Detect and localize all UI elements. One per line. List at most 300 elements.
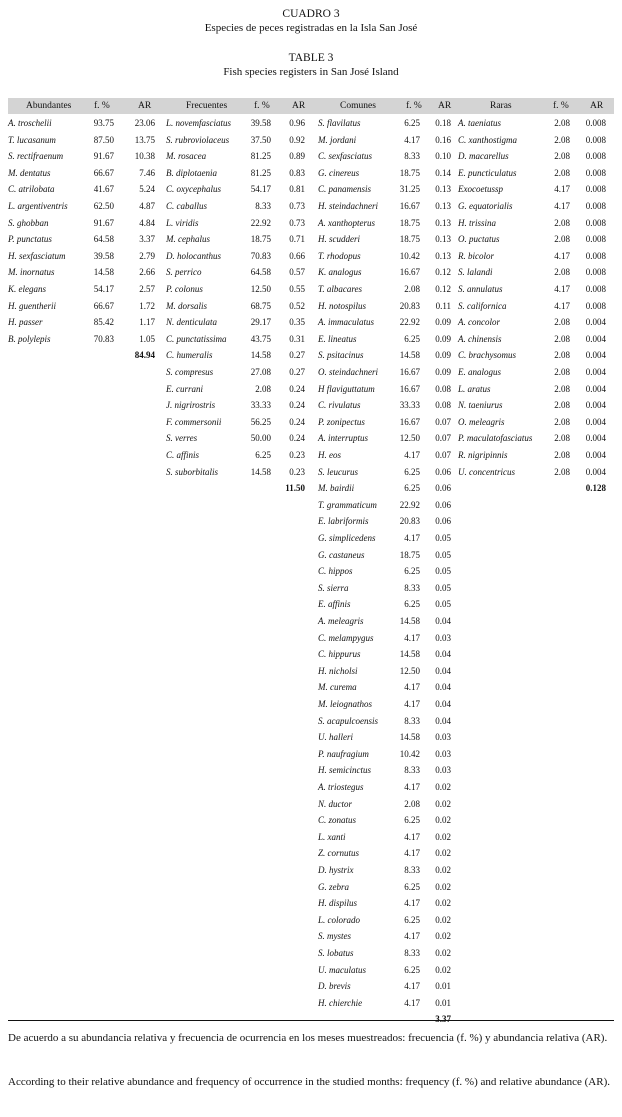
- caption-es-title: Especies de peces registradas en la Isla San José: [204, 22, 418, 34]
- abundantes-relative-abundance: 7.46: [139, 167, 155, 178]
- header-comunes: Comunes: [340, 101, 376, 111]
- frecuentes-species-name: C. affinis: [166, 450, 200, 460]
- abundantes-species-name: T. lucasanum: [8, 134, 56, 145]
- comunes-relative-abundance: 0.13: [435, 234, 451, 245]
- raras-relative-abundance: 0.004: [585, 350, 606, 361]
- frecuentes-frequency: 12.50: [250, 284, 271, 294]
- frecuentes-frequency: 70.83: [250, 250, 271, 261]
- comunes-relative-abundance: 0.03: [435, 748, 451, 759]
- comunes-species-name: A. xanthopterus: [318, 217, 375, 228]
- comunes-relative-abundance: 0.08: [435, 383, 451, 394]
- raras-frequency: 4.17: [554, 201, 570, 211]
- comunes-frequency: 4.17: [404, 997, 420, 1008]
- comunes-species-name: L. xanti: [318, 831, 346, 842]
- comunes-frequency: 18.75: [399, 549, 420, 560]
- note-es: De acuerdo a su abundancia relativa y frecuencia de ocurrencia en los meses muestreados: frecuencia (f. %) y abundancia relativa (AR).: [8, 1032, 608, 1044]
- comunes-frequency: 8.33: [404, 151, 420, 162]
- raras-species-name: U. concentricus: [458, 466, 515, 477]
- comunes-relative-abundance: 0.16: [435, 134, 451, 145]
- comunes-frequency: 4.17: [404, 632, 420, 643]
- frecuentes-species-name: S. rubroviolaceus: [166, 134, 230, 145]
- comunes-frequency: 14.58: [399, 350, 420, 361]
- comunes-frequency: 16.67: [399, 267, 420, 278]
- comunes-relative-abundance: 0.18: [435, 118, 451, 128]
- raras-species-name: D. macarellus: [458, 151, 509, 162]
- comunes-frequency: 10.42: [399, 748, 420, 759]
- comunes-relative-abundance: 0.05: [435, 582, 451, 593]
- frecuentes-species-name: C. caballus: [166, 201, 208, 211]
- comunes-frequency: 2.08: [404, 284, 420, 294]
- raras-relative-abundance: 0.008: [585, 151, 606, 162]
- raras-species-name: A. chinensis: [458, 333, 502, 344]
- comunes-relative-abundance: 0.02: [435, 865, 451, 875]
- frecuentes-species-name: S. perrico: [166, 267, 202, 278]
- comunes-relative-abundance: 0.02: [435, 815, 451, 826]
- comunes-species-name: H. semicinctus: [318, 765, 371, 776]
- comunes-frequency: 2.08: [404, 798, 420, 809]
- comunes-frequency: 31.25: [399, 184, 420, 195]
- frecuentes-frequency: 14.58: [250, 350, 271, 361]
- comunes-frequency: 6.25: [404, 466, 420, 477]
- comunes-frequency: 33.33: [399, 400, 420, 411]
- abundantes-species-name: B. polylepis: [8, 333, 51, 344]
- frecuentes-relative-abundance: 0.71: [289, 234, 305, 245]
- comunes-frequency: 4.17: [404, 134, 420, 145]
- comunes-frequency: 22.92: [399, 317, 420, 328]
- raras-relative-abundance: 0.008: [585, 201, 606, 211]
- frecuentes-species-name: E. currani: [166, 383, 203, 394]
- comunes-frequency: 20.83: [399, 300, 420, 311]
- comunes-relative-abundance: 0.09: [435, 333, 451, 344]
- comunes-species-name: U. maculatus: [318, 964, 366, 975]
- comunes-frequency: 8.33: [404, 582, 420, 593]
- abundantes-relative-abundance: 3.37: [139, 234, 155, 245]
- frecuentes-relative-abundance: 0.73: [289, 201, 305, 211]
- frecuentes-species-name: M. dorsalis: [166, 300, 208, 311]
- raras-species-name: S. californica: [458, 300, 507, 311]
- comunes-frequency: 8.33: [404, 715, 420, 726]
- frecuentes-relative-abundance: 0.23: [289, 450, 305, 460]
- comunes-species-name: H. scudderi: [318, 234, 360, 245]
- comunes-relative-abundance: 0.07: [435, 450, 451, 460]
- comunes-species-name: M. curema: [318, 682, 357, 693]
- comunes-relative-abundance: 0.05: [435, 549, 451, 560]
- comunes-relative-abundance: 0.02: [435, 881, 451, 892]
- frecuentes-relative-abundance: 0.24: [289, 400, 305, 411]
- frecuentes-relative-abundance: 0.31: [289, 333, 305, 344]
- frecuentes-relative-abundance: 0.66: [289, 250, 305, 261]
- comunes-species-name: A. triostegus: [318, 782, 364, 792]
- comunes-species-name: C. zonatus: [318, 815, 357, 826]
- comunes-species-name: G. castaneus: [318, 549, 365, 560]
- abundantes-relative-abundance: 2.66: [139, 267, 155, 278]
- comunes-species-name: M. bairdii: [318, 483, 355, 494]
- frecuentes-relative-abundance: 0.89: [289, 151, 305, 162]
- frecuentes-frequency: 14.58: [250, 466, 271, 477]
- comunes-species-name: S. acapulcoensis: [318, 715, 378, 726]
- comunes-frequency: 16.67: [399, 201, 420, 211]
- raras-species-name: A. taeniatus: [458, 118, 501, 128]
- comunes-relative-abundance: 0.04: [435, 649, 451, 660]
- comunes-frequency: 4.17: [404, 782, 420, 792]
- comunes-frequency: 10.42: [399, 250, 420, 261]
- comunes-relative-abundance: 0.01: [435, 997, 451, 1008]
- comunes-relative-abundance: 0.04: [435, 699, 451, 709]
- header-raras-ar: AR: [590, 101, 604, 111]
- header-abundantes-ar: AR: [138, 101, 152, 111]
- comunes-frequency: 6.25: [404, 815, 420, 826]
- comunes-relative-abundance: 0.02: [435, 948, 451, 958]
- abundantes-relative-abundance: 2.79: [139, 250, 155, 261]
- comunes-species-name: S. lobatus: [318, 948, 354, 958]
- raras-species-name: R. bicolor: [458, 250, 494, 261]
- comunes-frequency: 6.25: [404, 566, 420, 577]
- comunes-species-name: S. psitacinus: [318, 350, 364, 361]
- comunes-relative-abundance: 0.05: [435, 533, 451, 543]
- raras-relative-abundance: 0.004: [585, 450, 606, 460]
- comunes-species-name: A. immaculatus: [318, 317, 374, 328]
- frecuentes-species-name: N. denticulata: [166, 317, 217, 328]
- frecuentes-frequency: 33.33: [250, 400, 271, 411]
- comunes-relative-abundance: 0.04: [435, 715, 451, 726]
- comunes-frequency: 16.67: [399, 383, 420, 394]
- comunes-relative-abundance: 0.09: [435, 317, 451, 328]
- raras-relative-abundance: 0.004: [585, 433, 606, 444]
- comunes-frequency: 4.17: [404, 931, 420, 942]
- raras-relative-abundance: 0.004: [585, 383, 606, 394]
- raras-relative-abundance: 0.004: [585, 317, 606, 328]
- abundantes-relative-abundance: 4.84: [139, 217, 155, 228]
- raras-frequency: 2.08: [554, 450, 570, 460]
- comunes-species-name: P. zonipectus: [318, 416, 365, 427]
- comunes-species-name: E. labriformis: [318, 516, 369, 527]
- frecuentes-relative-abundance: 0.24: [289, 416, 305, 427]
- abundantes-frequency: 64.58: [93, 234, 114, 245]
- frecuentes-frequency: 18.75: [250, 234, 271, 245]
- raras-species-name: A. concolor: [458, 317, 500, 328]
- raras-relative-abundance: 0.008: [585, 284, 606, 294]
- raras-species-name: E. analogus: [458, 367, 502, 377]
- comunes-relative-abundance: 0.02: [435, 831, 451, 842]
- table-bottom-rule: [8, 1020, 614, 1021]
- raras-frequency: 2.08: [554, 151, 570, 162]
- raras-species-name: E. puncticulatus: [458, 167, 517, 178]
- comunes-frequency: 4.17: [404, 699, 420, 709]
- comunes-frequency: 4.17: [404, 898, 420, 909]
- frecuentes-relative-abundance: 0.57: [289, 267, 305, 278]
- comunes-frequency: 8.33: [404, 865, 420, 875]
- raras-species-name: C. xanthostigma: [458, 134, 518, 145]
- abundantes-species-name: H. sexfasciatum: [8, 250, 66, 261]
- comunes-species-name: G. cinereus: [318, 167, 360, 178]
- comunes-relative-abundance: 0.13: [435, 250, 451, 261]
- raras-frequency: 2.08: [554, 317, 570, 328]
- raras-frequency: 2.08: [554, 134, 570, 145]
- comunes-species-name: D. brevis: [318, 981, 351, 992]
- frecuentes-frequency: 81.25: [250, 151, 271, 162]
- raras-relative-abundance: 0.008: [585, 217, 606, 228]
- frecuentes-relative-abundance: 0.96: [289, 118, 305, 128]
- raras-frequency: 2.08: [554, 167, 570, 178]
- comunes-relative-abundance: 0.05: [435, 566, 451, 577]
- raras-relative-abundance: 0.008: [585, 234, 606, 245]
- raras-total: 0.128: [585, 483, 606, 494]
- comunes-frequency: 6.25: [404, 118, 420, 128]
- raras-relative-abundance: 0.008: [585, 300, 606, 311]
- comunes-frequency: 16.67: [399, 367, 420, 377]
- frecuentes-relative-abundance: 0.73: [289, 217, 305, 228]
- frecuentes-frequency: 64.58: [250, 267, 271, 278]
- comunes-species-name: H. chierchie: [318, 997, 363, 1008]
- frecuentes-frequency: 50.00: [250, 433, 271, 444]
- comunes-relative-abundance: 0.06: [435, 466, 451, 477]
- raras-species-name: Exocoetussp: [458, 184, 503, 195]
- comunes-species-name: P. naufragium: [318, 748, 369, 759]
- raras-relative-abundance: 0.008: [585, 167, 606, 178]
- comunes-frequency: 6.25: [404, 599, 420, 610]
- comunes-frequency: 14.58: [399, 616, 420, 626]
- comunes-species-name: U. halleri: [318, 732, 353, 743]
- comunes-species-name: T. rhodopus: [318, 250, 361, 261]
- abundantes-frequency: 93.75: [93, 118, 114, 128]
- frecuentes-frequency: 6.25: [255, 450, 271, 460]
- comunes-species-name: H. nicholsi: [318, 665, 358, 676]
- comunes-species-name: C. hippurus: [318, 649, 361, 660]
- raras-species-name: L. aratus: [458, 383, 491, 394]
- comunes-relative-abundance: 0.09: [435, 367, 451, 377]
- abundantes-frequency: 85.42: [93, 317, 114, 328]
- raras-frequency: 2.08: [554, 267, 570, 278]
- frecuentes-frequency: 68.75: [250, 300, 271, 311]
- comunes-frequency: 18.75: [399, 234, 420, 245]
- raras-species-name: N. taeniurus: [458, 400, 503, 411]
- abundantes-frequency: 14.58: [93, 267, 114, 278]
- raras-frequency: 2.08: [554, 350, 570, 361]
- raras-species-name: H. trissina: [458, 217, 497, 228]
- comunes-relative-abundance: 0.01: [435, 981, 451, 992]
- comunes-frequency: 4.17: [404, 981, 420, 992]
- comunes-frequency: 6.25: [404, 333, 420, 344]
- comunes-relative-abundance: 0.09: [435, 350, 451, 361]
- abundantes-species-name: H. guentherii: [8, 300, 56, 311]
- comunes-relative-abundance: 0.08: [435, 400, 451, 411]
- frecuentes-relative-abundance: 0.35: [289, 317, 305, 328]
- raras-relative-abundance: 0.004: [585, 400, 606, 411]
- comunes-relative-abundance: 0.02: [435, 898, 451, 909]
- frecuentes-species-name: S. suborbitalis: [166, 466, 219, 477]
- frecuentes-relative-abundance: 0.27: [289, 367, 305, 377]
- abundantes-species-name: K. elegans: [8, 284, 46, 294]
- abundantes-relative-abundance: 23.06: [134, 118, 155, 128]
- raras-species-name: R. nigripinnis: [458, 450, 508, 460]
- comunes-species-name: S. sierra: [318, 582, 349, 593]
- frecuentes-frequency: 39.58: [250, 118, 271, 128]
- comunes-relative-abundance: 0.07: [435, 416, 451, 427]
- abundantes-total: 84.94: [134, 350, 155, 361]
- frecuentes-frequency: 81.25: [250, 167, 271, 178]
- comunes-species-name: K. analogus: [318, 267, 362, 278]
- comunes-frequency: 6.25: [404, 483, 420, 494]
- abundantes-frequency: 87.50: [93, 134, 114, 145]
- comunes-frequency: 18.75: [399, 217, 420, 228]
- abundantes-species-name: S. ghobban: [8, 217, 49, 228]
- comunes-frequency: 14.58: [399, 649, 420, 660]
- comunes-species-name: S. mystes: [318, 931, 351, 942]
- raras-relative-abundance: 0.004: [585, 367, 606, 377]
- comunes-species-name: C. panamensis: [318, 184, 372, 195]
- frecuentes-frequency: 54.17: [250, 184, 271, 195]
- comunes-frequency: 4.17: [404, 682, 420, 693]
- frecuentes-species-name: C. oxycephalus: [166, 184, 221, 195]
- comunes-species-name: H flaviguttatum: [318, 383, 375, 394]
- abundantes-relative-abundance: 1.17: [139, 317, 155, 328]
- comunes-species-name: H. notospilus: [318, 300, 367, 311]
- frecuentes-species-name: L. viridis: [166, 217, 199, 228]
- comunes-species-name: D. hystrix: [318, 865, 354, 875]
- header-frecuentes-freq: f. %: [254, 101, 270, 111]
- comunes-frequency: 6.25: [404, 914, 420, 925]
- raras-species-name: C. brachysomus: [458, 350, 516, 361]
- abundantes-species-name: A. troschelii: [8, 118, 52, 128]
- raras-frequency: 2.08: [554, 118, 570, 128]
- comunes-relative-abundance: 0.12: [435, 267, 451, 278]
- frecuentes-frequency: 2.08: [255, 383, 271, 394]
- comunes-relative-abundance: 0.06: [435, 516, 451, 527]
- comunes-relative-abundance: 0.07: [435, 433, 451, 444]
- comunes-species-name: L. colorado: [318, 914, 361, 925]
- comunes-relative-abundance: 0.02: [435, 848, 451, 859]
- raras-frequency: 2.08: [554, 400, 570, 411]
- comunes-species-name: A. interruptus: [318, 433, 369, 444]
- comunes-frequency: 4.17: [404, 533, 420, 543]
- frecuentes-relative-abundance: 0.23: [289, 466, 305, 477]
- abundantes-relative-abundance: 13.75: [134, 134, 155, 145]
- comunes-relative-abundance: 0.03: [435, 732, 451, 743]
- abundantes-frequency: 66.67: [93, 300, 114, 311]
- raras-species-name: O. meleagris: [458, 416, 505, 427]
- header-frecuentes: Frecuentes: [186, 101, 228, 111]
- header-frecuentes-ar: AR: [292, 101, 306, 111]
- frecuentes-frequency: 8.33: [255, 201, 271, 211]
- comunes-species-name: H. eos: [318, 450, 341, 460]
- comunes-species-name: C. sexfasciatus: [318, 151, 372, 162]
- header-abundantes: Abundantes: [26, 101, 72, 111]
- comunes-species-name: H. dispilus: [318, 898, 358, 909]
- abundantes-relative-abundance: 1.05: [139, 333, 155, 344]
- frecuentes-relative-abundance: 0.83: [289, 167, 305, 178]
- raras-relative-abundance: 0.008: [585, 250, 606, 261]
- comunes-species-name: H. steindachneri: [318, 201, 378, 211]
- comunes-frequency: 14.58: [399, 732, 420, 743]
- abundantes-frequency: 91.67: [93, 217, 114, 228]
- raras-relative-abundance: 0.008: [585, 267, 606, 278]
- comunes-frequency: 8.33: [404, 948, 420, 958]
- frecuentes-frequency: 37.50: [250, 134, 271, 145]
- abundantes-frequency: 54.17: [93, 284, 114, 294]
- abundantes-species-name: S. rectifraenum: [8, 151, 64, 162]
- comunes-frequency: 4.17: [404, 848, 420, 859]
- frecuentes-species-name: C. punctatissima: [166, 333, 227, 344]
- frecuentes-relative-abundance: 0.81: [289, 184, 305, 195]
- comunes-species-name: G. zebra: [318, 881, 349, 892]
- abundantes-species-name: L. argentiventris: [8, 201, 68, 211]
- raras-frequency: 4.17: [554, 184, 570, 195]
- abundantes-species-name: P. punctatus: [8, 234, 52, 245]
- raras-frequency: 2.08: [554, 383, 570, 394]
- comunes-relative-abundance: 0.04: [435, 665, 451, 676]
- comunes-frequency: 4.17: [404, 450, 420, 460]
- frecuentes-species-name: D. holocanthus: [166, 250, 221, 261]
- raras-frequency: 2.08: [554, 416, 570, 427]
- abundantes-relative-abundance: 2.57: [139, 284, 155, 294]
- comunes-frequency: 16.67: [399, 416, 420, 427]
- header-comunes-freq: f. %: [406, 101, 422, 111]
- comunes-frequency: 12.50: [399, 665, 420, 676]
- comunes-relative-abundance: 0.03: [435, 632, 451, 643]
- frecuentes-species-name: M. cephalus: [166, 234, 210, 245]
- frecuentes-relative-abundance: 0.27: [289, 350, 305, 361]
- abundantes-frequency: 41.67: [93, 184, 114, 195]
- comunes-relative-abundance: 0.06: [435, 499, 451, 510]
- header-comunes-ar: AR: [438, 101, 452, 111]
- frecuentes-relative-abundance: 0.24: [289, 433, 305, 444]
- comunes-relative-abundance: 0.13: [435, 217, 451, 228]
- raras-species-name: S. lalandi: [458, 267, 493, 278]
- frecuentes-frequency: 22.92: [250, 217, 271, 228]
- comunes-relative-abundance: 0.13: [435, 201, 451, 211]
- note-en: According to their relative abundance and frequency of occurrence in the studied months: frequency (f. %) and relative abundance (AR).: [8, 1076, 610, 1088]
- species-table: [8, 98, 614, 1034]
- raras-frequency: 2.08: [554, 217, 570, 228]
- frecuentes-species-name: F. commersonii: [166, 416, 222, 427]
- comunes-relative-abundance: 0.06: [435, 483, 451, 494]
- raras-relative-abundance: 0.004: [585, 416, 606, 427]
- comunes-relative-abundance: 0.02: [435, 931, 451, 942]
- frecuentes-species-name: L. novemfasciatus: [166, 118, 231, 128]
- abundantes-relative-abundance: 1.72: [139, 300, 155, 311]
- raras-frequency: 2.08: [554, 367, 570, 377]
- comunes-relative-abundance: 0.12: [435, 284, 451, 294]
- comunes-relative-abundance: 0.05: [435, 599, 451, 610]
- raras-frequency: 4.17: [554, 284, 570, 294]
- abundantes-species-name: M. inornatus: [8, 267, 55, 278]
- abundantes-frequency: 62.50: [93, 201, 114, 211]
- comunes-relative-abundance: 0.11: [435, 300, 451, 311]
- comunes-frequency: 18.75: [399, 167, 420, 178]
- comunes-species-name: M. leiognathos: [318, 699, 372, 709]
- frecuentes-frequency: 43.75: [250, 333, 271, 344]
- comunes-species-name: N. ductor: [318, 798, 353, 809]
- abundantes-species-name: C. atrilobata: [8, 184, 55, 195]
- abundantes-species-name: H. passer: [8, 317, 43, 328]
- raras-species-name: S. annulatus: [458, 284, 503, 294]
- table-header-row: [8, 98, 614, 114]
- abundantes-frequency: 91.67: [93, 151, 114, 162]
- comunes-relative-abundance: 0.02: [435, 964, 451, 975]
- abundantes-relative-abundance: 4.87: [139, 201, 155, 211]
- comunes-frequency: 8.33: [404, 765, 420, 776]
- raras-frequency: 2.08: [554, 333, 570, 344]
- comunes-relative-abundance: 0.14: [435, 167, 451, 178]
- comunes-species-name: C. melampygus: [318, 632, 374, 643]
- raras-frequency: 2.08: [554, 433, 570, 444]
- comunes-species-name: M. jordani: [318, 134, 357, 145]
- caption-en-label: TABLE 3: [288, 52, 334, 64]
- frecuentes-relative-abundance: 0.24: [289, 383, 305, 394]
- comunes-relative-abundance: 0.10: [435, 151, 451, 162]
- frecuentes-species-name: B. diplotaenia: [166, 167, 217, 178]
- frecuentes-frequency: 56.25: [250, 416, 271, 427]
